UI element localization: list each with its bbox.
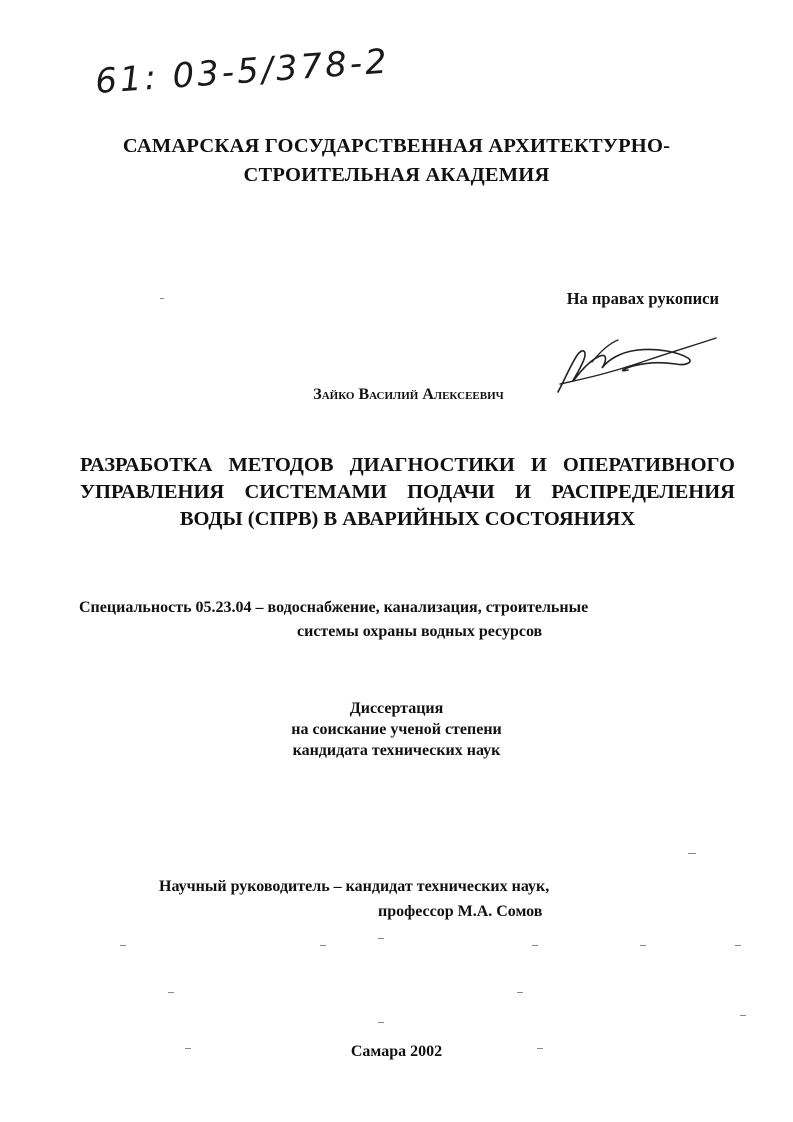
institution-line-1: САМАРСКАЯ ГОСУДАРСТВЕННАЯ АРХИТЕКТУРНО-	[122, 135, 671, 157]
advisor-line-1: Научный руководитель – кандидат технических наук,	[159, 878, 550, 895]
dissertation-label: Диссертация	[349, 700, 444, 717]
author-name	[0, 386, 793, 404]
specialty-line-2: системы охраны водных ресурсов	[297, 623, 543, 640]
catalog-number: 61: 03-5/378-2	[93, 41, 391, 102]
place-year: Самара 2002	[350, 1043, 443, 1060]
specialty-line-1: Специальность 05.23.04 – водоснабжение, канализация, строительные	[79, 599, 589, 616]
advisor-line-2: профессор М.А. Сомов	[378, 903, 543, 920]
title-line-2: УПРАВЛЕНИЯ СИСТЕМАМИ ПОДАЧИ И РАСПРЕДЕЛЕНИЯ	[80, 481, 735, 503]
dissertation-title	[80, 452, 735, 533]
dissertation-degree-block	[0, 698, 793, 761]
institution-name	[0, 132, 793, 190]
degree-line-1: на соискание ученой степени	[291, 721, 502, 738]
degree-line-2: кандидата технических наук	[292, 742, 501, 759]
author-name-text: Зайко Василий Алексеевич	[313, 386, 504, 403]
institution-line-2: СТРОИТЕЛЬНАЯ АКАДЕМИЯ	[243, 164, 550, 186]
rights-note: На правах рукописи	[566, 289, 719, 308]
title-line-1: РАЗРАБОТКА МЕТОДОВ ДИАГНОСТИКИ И ОПЕРАТИВНОГО	[80, 454, 735, 476]
title-line-3: ВОДЫ (СПРВ) В АВАРИЙНЫХ СОСТОЯНИЯХ	[179, 508, 636, 530]
